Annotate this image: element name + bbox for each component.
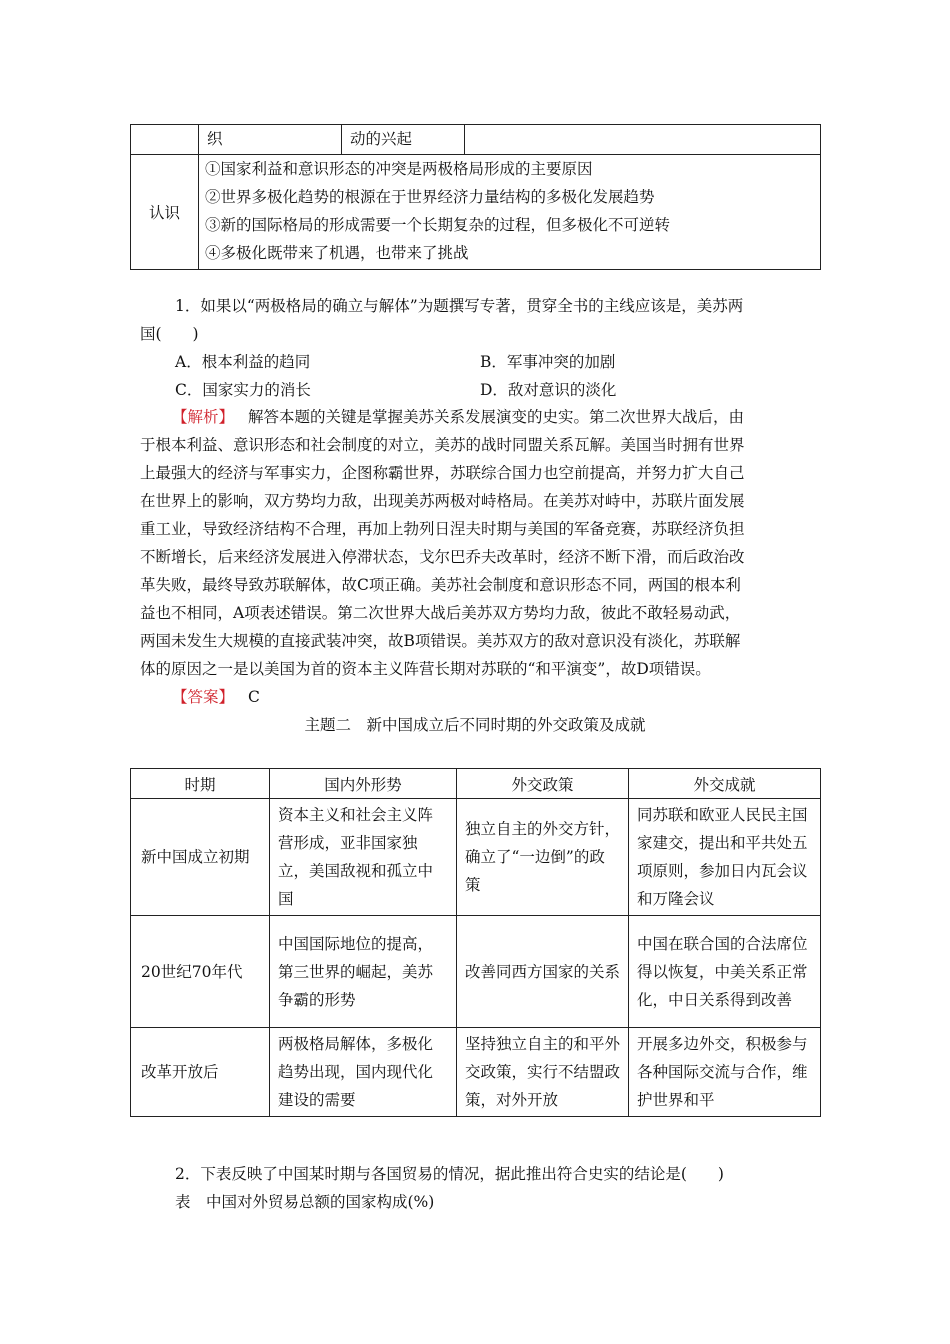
- question-2-line-1: 2．下表反映了中国某时期与各国贸易的情况，据此推出符合史实的结论是( ): [175, 1165, 724, 1183]
- question-1-line-2: 国( ): [140, 325, 199, 343]
- column-header: 外交成就: [629, 769, 821, 799]
- analysis-line: 革失败，最终导致苏联解体，故C项正确。美苏社会制度和意识形态不同，两国的根本利: [140, 576, 741, 594]
- list-item: ④多极化既带来了机遇，也带来了挑战: [205, 244, 469, 262]
- understanding-list: [199, 155, 821, 270]
- table-cell: [465, 125, 821, 155]
- foreign-policy-table: [130, 768, 821, 1117]
- analysis-line: 不断增长，后来经济发展进入停滞状态，戈尔巴乔夫改革时，经济不断下滑，而后政治改: [140, 548, 745, 566]
- achievement-cell: 开展多边外交，积极参与各种国际交流与合作，维护世界和平: [629, 1028, 821, 1117]
- policy-cell: 坚持独立自主的和平外交政策，实行不结盟政策，对外开放: [457, 1028, 629, 1117]
- table-row: [131, 155, 821, 270]
- analysis-text: 解答本题的关键是掌握美苏关系发展演变的史实。第二次世界大战后，由: [248, 408, 745, 426]
- policy-cell: 独立自主的外交方针，确立了“一边倒”的政策: [457, 799, 629, 916]
- policy-cell: 改善同西方国家的关系: [457, 916, 629, 1028]
- answer-tag: 【答案】: [172, 688, 235, 706]
- analysis-first-line: [172, 403, 744, 431]
- section-title: 主题二 新中国成立后不同时期的外交政策及成就: [304, 716, 646, 734]
- analysis-line: 益也不相同，A项表述错误。第二次世界大战后美苏双方势均力敌，彼此不敢轻易动武，: [140, 604, 741, 622]
- table-header-row: [131, 769, 821, 799]
- situation-cell: 两极格局解体，多极化趋势出现，国内现代化建设的需要: [270, 1028, 457, 1117]
- table-row: [131, 1028, 821, 1117]
- achievement-cell: 同苏联和欧亚人民民主国家建交，提出和平共处五项原则，参加日内瓦会议和万隆会议: [629, 799, 821, 916]
- analysis-line: 在世界上的影响，双方势均力敌，出现美苏两极对峙格局。在美苏对峙中，苏联片面发展: [140, 492, 745, 510]
- period-cell: 新中国成立初期: [131, 799, 270, 916]
- list-item: ①国家利益和意识形态的冲突是两极格局形成的主要原因: [205, 160, 593, 178]
- analysis-line: 两国未发生大规模的直接武装冲突，故B项错误。美苏双方的敌对意识没有淡化，苏联解: [140, 632, 741, 650]
- answer-value: C: [248, 688, 260, 706]
- option-d: D．敌对意识的淡化: [480, 381, 617, 399]
- row-label: 认识: [131, 155, 199, 270]
- achievement-cell: 中国在联合国的合法席位得以恢复，中美关系正常化，中日关系得到改善: [629, 916, 821, 1028]
- situation-cell: 中国国际地位的提高，第三世界的崛起，美苏争霸的形势: [270, 916, 457, 1028]
- option-a: A．根本利益的趋同: [175, 353, 311, 371]
- period-cell: 20世纪70年代: [131, 916, 270, 1028]
- column-header: 外交政策: [457, 769, 629, 799]
- analysis-line: 上最强大的经济与军事实力，企图称霸世界，苏联综合国力也空前提高，并努力扩大自己: [140, 464, 745, 482]
- table-row: [131, 799, 821, 916]
- table-row: [131, 916, 821, 1028]
- table-caption: 表 中国对外贸易总额的国家构成(%): [175, 1193, 435, 1211]
- analysis-tag: 【解析】: [172, 408, 235, 426]
- column-header: 时期: [131, 769, 270, 799]
- analysis-line: 体的原因之一是以美国为首的资本主义阵营长期对苏联的“和平演变”，故D项错误。: [140, 660, 711, 678]
- option-c: C．国家实力的消长: [175, 381, 311, 399]
- list-item: ③新的国际格局的形成需要一个长期复杂的过程，但多极化不可逆转: [205, 216, 671, 234]
- question-1-line-1: 1．如果以“两极格局的确立与解体”为题撰写专著，贯穿全书的主线应该是，美苏两: [175, 297, 744, 315]
- column-header: 国内外形势: [270, 769, 457, 799]
- table-row: [131, 125, 821, 155]
- table-cell: [131, 125, 199, 155]
- analysis-line: 于根本利益、意识形态和社会制度的对立，美苏的战时同盟关系瓦解。美国当时拥有世界: [140, 436, 745, 454]
- period-cell: 改革开放后: [131, 1028, 270, 1117]
- situation-cell: 资本主义和社会主义阵营形成，亚非国家独立，美国敌视和孤立中国: [270, 799, 457, 916]
- table-cell: 织: [199, 125, 342, 155]
- table-cell: 动的兴起: [342, 125, 465, 155]
- analysis-line: 重工业，导致经济结构不合理，再加上勃列日涅夫时期与美国的军备竞赛，苏联经济负担: [140, 520, 745, 538]
- option-b: B．军事冲突的加剧: [480, 353, 616, 371]
- answer-line: [172, 683, 260, 711]
- list-item: ②世界多极化趋势的根源在于世界经济力量结构的多极化发展趋势: [205, 188, 655, 206]
- top-summary-table: [130, 124, 821, 270]
